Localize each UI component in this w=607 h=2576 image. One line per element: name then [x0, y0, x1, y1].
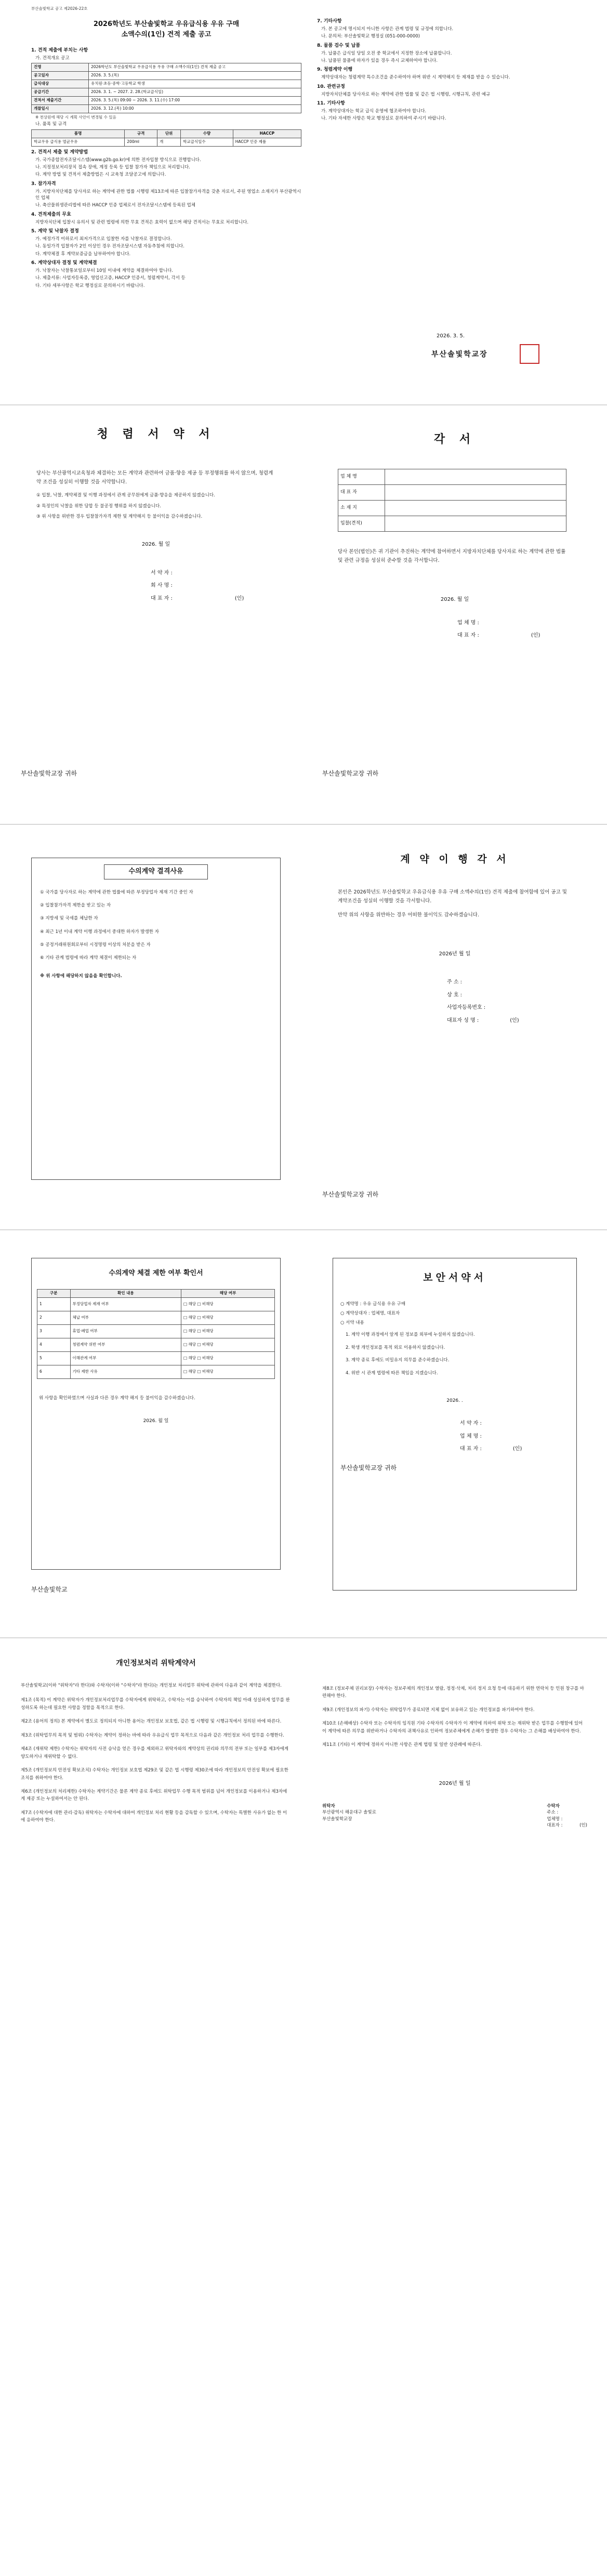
security-clause: 1. 계약 이행 과정에서 알게 된 정보를 외부에 누설하지 않겠습니다. — [346, 1332, 475, 1338]
summary-value: 2026. 3. 12.(목) 10:00 — [89, 104, 301, 113]
transparency-page — [322, 837, 587, 1221]
oath-body: 당사 본인(법인)은 귀 기관이 추진하는 계약에 참여하면서 지방자치단체를 당사자로 하는 계약에 관한 법률 및 관련 규정을 성실히 준수할 것을 각서합니다. — [338, 548, 566, 563]
privacy-date: 2026년 월 일 — [439, 1780, 471, 1786]
section-3-title: 3. 참가자격 — [31, 181, 56, 187]
summary-row — [32, 63, 301, 72]
notice-left-column — [31, 45, 301, 290]
summary-value: 2026. 3. 5.(목) 09:00 ~ 2026. 3. 11.(수) 17:00 — [89, 96, 301, 104]
section-11-a: 가. 계약상대자는 학교 급식 운영에 협조하여야 합니다. — [321, 109, 427, 114]
summary-label: 공급기간 — [32, 88, 89, 96]
checklist-title: 수의계약 결격사유 — [104, 864, 208, 879]
checklist-item: ① 국가를 당사자로 하는 계약에 관한 법률에 따른 부정당업자 제재 기간 중인 자 — [40, 889, 193, 895]
sec-sig-pledger: 서 약 자 : — [460, 1421, 482, 1427]
school-seal — [520, 344, 539, 364]
oath-page — [322, 416, 587, 811]
summary-value: 2026. 3. 5.(목) — [89, 72, 301, 80]
section-2-a: 가. 국가종합전자조달시스템(www.g2b.go.kr)에 의한 전자입찰 방식으로 진행합니다. — [35, 157, 201, 163]
section-10-a: 지방자치단체를 당사자로 하는 계약에 관한 법률 및 같은 법 시행령, 시행규칙, 관련 예규 — [321, 91, 491, 97]
pledge-title: 청 렴 서 약 서 — [97, 428, 215, 441]
oath-value[interactable] — [385, 516, 566, 531]
section-7-title: 7. 기타사항 — [317, 19, 342, 24]
confirm-row — [37, 1324, 275, 1338]
confirm-header: 확인 내용 — [70, 1289, 181, 1297]
pledge-items — [36, 492, 275, 520]
section-3-a: 가. 지방자치단체를 당사자로 하는 계약에 관한 법률 시행령 제13조에 따른 입찰참가자격을 갖춘 자로서, 주된 영업소 소재지가 부산광역시인 업체 — [35, 189, 301, 201]
confirm-checkbox-cell[interactable]: □ 해당 □ 비해당 — [181, 1311, 275, 1324]
pledge-signature — [151, 570, 291, 603]
confirm-cell: 부정당업자 제재 여부 — [70, 1297, 181, 1311]
confirm-row — [37, 1311, 275, 1324]
transparency-footer: 부산솔빛학교장 귀하 — [322, 1191, 379, 1198]
privacy-clause: 제2조 (용어의 정의) 본 계약에서 별도로 정의되지 아니한 용어는 개인정보 보호법, 같은 법 시행령 및 시행규칙에서 정의된 바에 따른다. — [21, 1719, 282, 1725]
divider — [0, 1637, 607, 1638]
confirm-cell: 체납 여부 — [70, 1311, 181, 1324]
confirm-checkbox-cell[interactable]: □ 해당 □ 비해당 — [181, 1297, 275, 1311]
privacy-sig-ceo: 대표자 : — [547, 1823, 563, 1829]
confirm-cell: 2 — [37, 1311, 71, 1324]
confirm-checkbox-cell[interactable]: □ 해당 □ 비해당 — [181, 1324, 275, 1338]
confirm-checkbox-cell[interactable]: □ 해당 □ 비해당 — [181, 1351, 275, 1365]
confirm-cell: 청렴계약 위반 여부 — [70, 1338, 181, 1351]
summary-row — [32, 88, 301, 96]
notice-subtitle: 소액수의(1인) 견적 제출 공고 — [121, 31, 212, 38]
section-9-title: 9. 청렴계약 이행 — [317, 67, 353, 73]
section-2-title: 2. 견적서 제출 및 계약방법 — [31, 149, 88, 155]
privacy-clause: 제5조 (개인정보의 안전성 확보조치) 수탁자는 개인정보 보호법 제29조 및 같은 법 시행령 제30조에 따라 개인정보의 안전성 확보에 필요한 조치를 취하여야 한다. — [21, 1768, 288, 1781]
section-10-title: 10. 관련규정 — [317, 84, 345, 89]
confirm-date: 2026. 월 일 — [143, 1418, 169, 1424]
sec-sig-ceo-label: 대 표 자 : — [460, 1446, 482, 1452]
divider — [0, 1229, 607, 1230]
oath-label: 입찰(견적) — [338, 516, 385, 531]
oath-sig-ceo — [457, 632, 587, 640]
security-item: ○ 계약명 : 우유 급식용 우유 구매 — [340, 1301, 406, 1307]
privacy-title: 개인정보처리 위탁계약서 — [116, 1659, 196, 1667]
confirm-checkbox-cell[interactable]: □ 해당 □ 비해당 — [181, 1365, 275, 1378]
notice-issuer: 부산솔빛학교장 — [431, 350, 488, 359]
privacy-page — [21, 1648, 587, 2568]
summary-label: 공고일자 — [32, 72, 89, 80]
section-1-c: 나. 품목 및 규격 — [35, 122, 67, 127]
section-1-b: ※ 천상원에 해당 시 계획 사안이 변경될 수 있음 — [35, 114, 116, 120]
privacy-sig-line: 위탁자 — [322, 1804, 335, 1809]
item-header: 규격 — [125, 129, 157, 138]
oath-label: 업 체 명 — [338, 469, 385, 484]
confirm-cell: 5 — [37, 1351, 71, 1365]
summary-row — [32, 96, 301, 104]
confirm-row — [37, 1351, 275, 1365]
privacy-sig-line: 부산솔빛학교장 — [322, 1816, 352, 1822]
confirm-cell: 4 — [37, 1338, 71, 1351]
confirm-row — [37, 1338, 275, 1351]
privacy-sig-left — [322, 1803, 376, 1829]
trans-sig-ceo-label: 대표자 성 명 : — [447, 1017, 479, 1023]
item-cell: 개 — [157, 138, 181, 146]
summary-table — [31, 63, 301, 113]
oath-label: 대 표 자 — [338, 484, 385, 500]
section-6-title: 6. 계약상대자 결정 및 계약체결 — [31, 260, 97, 266]
section-4-a: 지방자치단체 입찰시 유의서 및 관련 법령에 의한 무효 견적은 효력이 없으며 해당 견적서는 무효로 처리합니다. — [35, 219, 249, 225]
security-clause: 2. 학생 개인정보를 목적 외로 이용하지 않겠습니다. — [346, 1345, 445, 1350]
confirm-cell: 1 — [37, 1297, 71, 1311]
privacy-signatures — [322, 1803, 587, 1829]
transparency-body: 본인은 2026학년도 부산솔빛학교 우유급식용 우유 구매 소액수의(1인) 견적 제출에 참여함에 있어 공고 및 계약조건을 성실히 이행할 것을 각서합니다. — [338, 889, 567, 904]
confirm-footer: 부산솔빛학교 — [31, 1586, 68, 1593]
summary-value: 2026. 3. 1. ~ 2027. 2. 28.(학교급식일) — [89, 88, 301, 96]
item-header: 품명 — [32, 129, 125, 138]
privacy-clause: 제7조 (수탁자에 대한 관리·감독) 위탁자는 수탁자에 대하여 개인정보 처리 현황 등을 감독할 수 있으며, 수탁자는 특별한 사유가 없는 한 이에 응하여야 한다. — [21, 1810, 287, 1823]
notice-title: 2026학년도 부산솔빛학교 우유급식용 우유 구매 — [93, 20, 240, 28]
item-cell: HACCP 인증 제품 — [233, 138, 301, 146]
item-cell: 학교급식일수 — [181, 138, 233, 146]
divider — [0, 824, 607, 825]
section-5-b: 나. 동일가격 입찰자가 2인 이상인 경우 전자조달시스템 자동추첨에 의합니다. — [35, 244, 184, 249]
seal-mark: (인) — [510, 1017, 519, 1023]
privacy-clause: 제1조 (목적) 이 계약은 위탁자가 개인정보처리업무를 수탁자에게 위탁하고, 수탁자는 이를 승낙하여 수탁자의 책임 아래 성실하게 업무를 완성하도록 하는데 필요한 사항을 정함을 목적으로 한다. — [21, 1698, 290, 1711]
privacy-sig-line — [547, 1822, 587, 1829]
confirm-checkbox-cell[interactable]: □ 해당 □ 비해당 — [181, 1338, 275, 1351]
item-header: 단위 — [157, 129, 181, 138]
privacy-sig-line: 부산광역시 해운대구 솔빛로 — [322, 1810, 376, 1816]
confirm-cell: 3 — [37, 1324, 71, 1338]
section-4-title: 4. 견적제출의 무효 — [31, 212, 71, 217]
section-7-a: 가. 본 공고에 명시되지 아니한 사항은 관계 법령 및 규정에 의합니다. — [321, 27, 454, 32]
privacy-sig-line: 주소 : — [547, 1810, 559, 1816]
checklist-note: ※ 위 사항에 해당하지 않음을 확인합니다. — [40, 973, 122, 979]
section-7-b: 나. 문의처: 부산솔빛학교 행정실 (051-000-0000) — [321, 34, 420, 40]
oath-label: 소 재 지 — [338, 500, 385, 516]
privacy-clause: 제10조 (손해배상) 수탁자 또는 수탁자의 임직원 기타 수탁자의 수탁자가 이 계약에 의하여 위탁 또는 재위탁 받은 업무를 수행함에 있어 이 계약에 따른 의무를 위반하거나 수탁자의 귀책사유로 인하여 정보주체에게 손해가 발생한 경우 수탁자는 그 손해를 배상하여야 한다. — [322, 1721, 583, 1734]
summary-label: 견적서 제출기간 — [32, 96, 89, 104]
pledge-body: 당사는 부산광역시교육청과 체결하는 모든 계약과 관련하여 금품·향응 제공 등 부정행위를 하지 않으며, 청렴계약 조건을 성실히 이행할 것을 서약합니다. — [36, 470, 273, 485]
oath-value[interactable] — [385, 500, 566, 516]
confirm-cell: 휴업·폐업 여부 — [70, 1324, 181, 1338]
confirm-title: 수의계약 체결 제한 여부 확인서 — [109, 1269, 203, 1277]
seal-mark: (인) — [234, 595, 244, 601]
oath-signature — [457, 620, 587, 640]
security-item: ○ 서약 내용 — [340, 1320, 364, 1326]
security-footer: 부산솔빛학교장 귀하 — [340, 1464, 397, 1471]
trans-sig-address: 주 소 : — [447, 979, 463, 985]
security-item: ○ 계약상대자 : 업체명, 대표자 — [340, 1310, 400, 1316]
seal-mark: (인) — [531, 633, 540, 639]
security-box — [333, 1258, 577, 1591]
confirm-cell: 이해관계 여부 — [70, 1351, 181, 1365]
sig-pledger: 서 약 자 : — [151, 570, 173, 576]
section-2-c: 다. 계약 방법 및 견적서 제출방법은 시 교육청 조달공고에 의합니다. — [35, 172, 166, 178]
sec-sig-ceo — [460, 1445, 569, 1453]
pledge-item: ② 특정인의 낙찰을 위한 담합 등 불공정 행위를 하지 않겠습니다. — [36, 503, 161, 509]
oath-date: 2026. 월 일 — [440, 597, 469, 603]
pledge-item: ③ 위 사항을 위반한 경우 입찰참가자격 제한 및 계약해지 등 불이익을 감수하겠습니다. — [36, 514, 203, 519]
transparency-signature — [447, 979, 587, 1024]
pledge-footer: 부산솔빛학교장 귀하 — [21, 770, 77, 777]
privacy-sig-line: 업체명 : — [547, 1816, 563, 1822]
transparency-date: 2026년 월 일 — [439, 951, 471, 957]
oath-sig-company: 업 체 명 : — [457, 620, 479, 626]
confirm-box — [31, 1258, 281, 1570]
confirm-table — [37, 1289, 275, 1379]
oath-value[interactable] — [385, 469, 566, 484]
confirm-cell: 6 — [37, 1365, 71, 1378]
sig-ceo — [151, 595, 291, 603]
seal-mark: (인) — [512, 1446, 522, 1452]
summary-row — [32, 104, 301, 113]
security-title: 보안서약서 — [423, 1272, 486, 1283]
item-header: 수량 — [181, 129, 233, 138]
section-8-a: 가. 납품은 급식일 당일 오전 중 학교에서 지정한 장소에 납품합니다. — [321, 50, 452, 56]
seal-mark: (인) — [579, 1823, 587, 1829]
confirm-header: 구분 — [37, 1289, 71, 1297]
pledge-item: ① 입찰, 낙찰, 계약체결 및 이행 과정에서 관계 공무원에게 금품·향응을 제공하지 않겠습니다. — [36, 493, 215, 498]
summary-label: 건명 — [32, 63, 89, 72]
confirm-note: 위 사항을 확인하였으며 사실과 다른 경우 계약 해지 등 불이익을 감수하겠습니다. — [39, 1395, 195, 1401]
section-1-a: 가. 견적개요 공고 — [35, 56, 70, 61]
section-1-title: 1. 견적 제출에 부치는 사항 — [31, 48, 88, 53]
checklist-item: ⑤ 공정거래위원회로부터 시정명령 이상의 처분을 받은 자 — [40, 942, 151, 948]
notice-right-column — [317, 16, 582, 123]
section-8-title: 8. 물품 검수 및 납품 — [317, 43, 361, 48]
security-signature — [460, 1420, 569, 1453]
summary-label: 개찰일시 — [32, 104, 89, 113]
privacy-intro: 부산솔빛학교(이하 "위탁자"라 한다)와 수탁자(이하 "수탁자"라 한다)는 개인정보 처리업무 위탁에 관하여 다음과 같이 계약을 체결한다. — [21, 1683, 282, 1688]
section-5-c: 다. 계약체결 후 계약보증금을 납부하여야 합니다. — [35, 251, 131, 257]
privacy-clause: 제9조 (개인정보의 파기) 수탁자는 위탁업무가 종료되면 지체 없이 보유하고 있는 개인정보를 파기하여야 한다. — [322, 1707, 535, 1713]
checklist-item: ⑥ 기타 관계 법령에 따라 계약 체결이 제한되는 자 — [40, 955, 137, 961]
transparency-title: 계 약 이 행 각 서 — [400, 853, 509, 865]
privacy-left-column — [21, 1679, 291, 1831]
pledge-page — [21, 416, 291, 811]
sig-company: 회 사 명 : — [151, 583, 173, 589]
summary-value: 유치원·초등·중학·고등학교 학생 — [89, 80, 301, 88]
checklist-item: ④ 최근 1년 이내 계약 이행 과정에서 중대한 하자가 발생한 자 — [40, 929, 159, 935]
summary-label: 급식대상 — [32, 80, 89, 88]
section-11-title: 11. 기타사항 — [317, 101, 345, 107]
privacy-sig-right — [547, 1803, 587, 1829]
section-9-a: 계약상대자는 청렴계약 특수조건을 준수하여야 하며 위반 시 계약해지 등 제재를 받을 수 있습니다. — [321, 75, 510, 81]
privacy-clause: 제11조 (기타) 이 계약에 정하지 아니한 사항은 관계 법령 및 일반 상관례에 따른다. — [322, 1742, 482, 1748]
security-page — [322, 1242, 587, 1627]
section-6-c: 다. 기타 세부사항은 학교 행정실로 문의하시기 바랍니다. — [35, 283, 145, 288]
pledge-date: 2026. 월 일 — [141, 542, 170, 548]
oath-title: 각 서 — [433, 433, 476, 446]
trans-sig-ceo — [447, 1017, 587, 1025]
divider — [0, 404, 607, 405]
checklist-item: ③ 지방세 및 국세를 체납한 자 — [40, 916, 98, 922]
privacy-clause: 제4조 (재위탁 제한) 수탁자는 위탁자의 사전 승낙을 얻은 경우를 제외하고 위탁자와의 계약상의 권리와 의무의 전부 또는 일부를 제3자에게 양도하거나 재위탁할 수 없다. — [21, 1746, 288, 1759]
item-cell: 학교우유 급식용 멸균우유 — [32, 138, 125, 146]
item-header: HACCP — [233, 129, 301, 138]
section-6-a: 가. 낙찰자는 낙찰통보일로부터 10일 이내에 계약을 체결하여야 합니다. — [35, 268, 174, 273]
section-6-b: 나. 제출서류: 사업자등록증, 영업신고증, HACCP 인증서, 청렴계약서, 각서 등 — [35, 275, 186, 281]
confirm-cell: 기타 제한 사유 — [70, 1365, 181, 1378]
section-8-b: 나. 납품된 물품에 하자가 있을 경우 즉시 교체하여야 합니다. — [321, 58, 438, 64]
security-clause: 4. 위반 시 관계 법령에 따른 책임을 지겠습니다. — [346, 1370, 438, 1376]
privacy-clause: 제8조 (정보주체 권리보장) 수탁자는 정보주체의 개인정보 열람, 정정·삭제, 처리 정지 요청 등에 대응하기 위한 연락처 등 민원 창구를 마련해야 한다. — [322, 1686, 584, 1699]
checklist-box — [31, 858, 281, 1180]
oath-footer: 부산솔빛학교장 귀하 — [322, 770, 379, 777]
checklist-item: ② 입찰참가자격 제한을 받고 있는 자 — [40, 903, 111, 909]
section-11-b: 나. 기타 자세한 사항은 학교 행정실로 문의하여 주시기 바랍니다. — [321, 116, 446, 122]
oath-table — [338, 469, 566, 532]
privacy-clause: 제6조 (개인정보의 처리제한) 수탁자는 계약기간은 물론 계약 종료 후에도 위탁업무 수행 목적 범위를 넘어 개인정보를 이용하거나 제3자에게 제공 또는 누설하여서는 안 된다. — [21, 1789, 287, 1802]
summary-row — [32, 72, 301, 80]
oath-value[interactable] — [385, 484, 566, 500]
notice-org-line: 부산솔빛학교 공고 제2026-22호 — [31, 6, 88, 11]
section-5-title: 5. 계약 및 낙찰자 결정 — [31, 228, 79, 234]
confirm-row — [37, 1297, 275, 1311]
confirm-page — [21, 1242, 291, 1627]
notice-page — [0, 0, 607, 395]
item-table — [31, 129, 301, 147]
trans-sig-company: 상 호 : — [447, 992, 463, 998]
section-3-b: 나. 축산물위생관리법에 따른 HACCP 인증 업체로서 전자조달시스템에 등록된 업체 — [35, 203, 195, 208]
privacy-sig-line: 수탁자 — [547, 1804, 560, 1809]
summary-value: 2026학년도 부산솔빛학교 우유급식용 우유 구매 소액수의(1인) 견적 제출 공고 — [89, 63, 301, 72]
trans-sig-bizno: 사업자등록번호 : — [447, 1005, 486, 1011]
section-2-b: 나. 지정정보처리장치 접속 장애, 계정 등록 등 입찰 참가자 책임으로 처리합니다. — [35, 164, 190, 170]
notice-date: 2026. 3. 5. — [437, 333, 465, 339]
privacy-clause: 제3조 (위탁업무의 목적 및 범위) 수탁자는 계약이 정하는 바에 따라 우유급식 업무 목적으로 다음과 같은 개인정보 처리 업무를 수행한다. — [21, 1732, 284, 1738]
summary-row — [32, 80, 301, 88]
privacy-right-column — [322, 1679, 587, 1829]
sec-sig-company: 업 체 명 : — [460, 1433, 482, 1439]
transparency-body-2: 만약 위의 사항을 위반하는 경우 어떠한 불이익도 감수하겠습니다. — [338, 912, 479, 918]
security-clause: 3. 계약 종료 후에도 비밀유지 의무를 준수하겠습니다. — [346, 1358, 450, 1363]
confirm-header: 해당 여부 — [181, 1289, 275, 1297]
oath-sig-ceo-label: 대 표 자 : — [457, 633, 479, 639]
item-cell: 200ml — [125, 138, 157, 146]
sig-ceo-label: 대 표 자 : — [151, 595, 173, 601]
checklist-page — [21, 837, 291, 1221]
section-5-a: 가. 예정가격 이하로서 최저가격으로 입찰한 자를 낙찰자로 결정합니다. — [35, 236, 172, 242]
security-date: 2026. . — [446, 1398, 463, 1404]
confirm-row — [37, 1365, 275, 1378]
